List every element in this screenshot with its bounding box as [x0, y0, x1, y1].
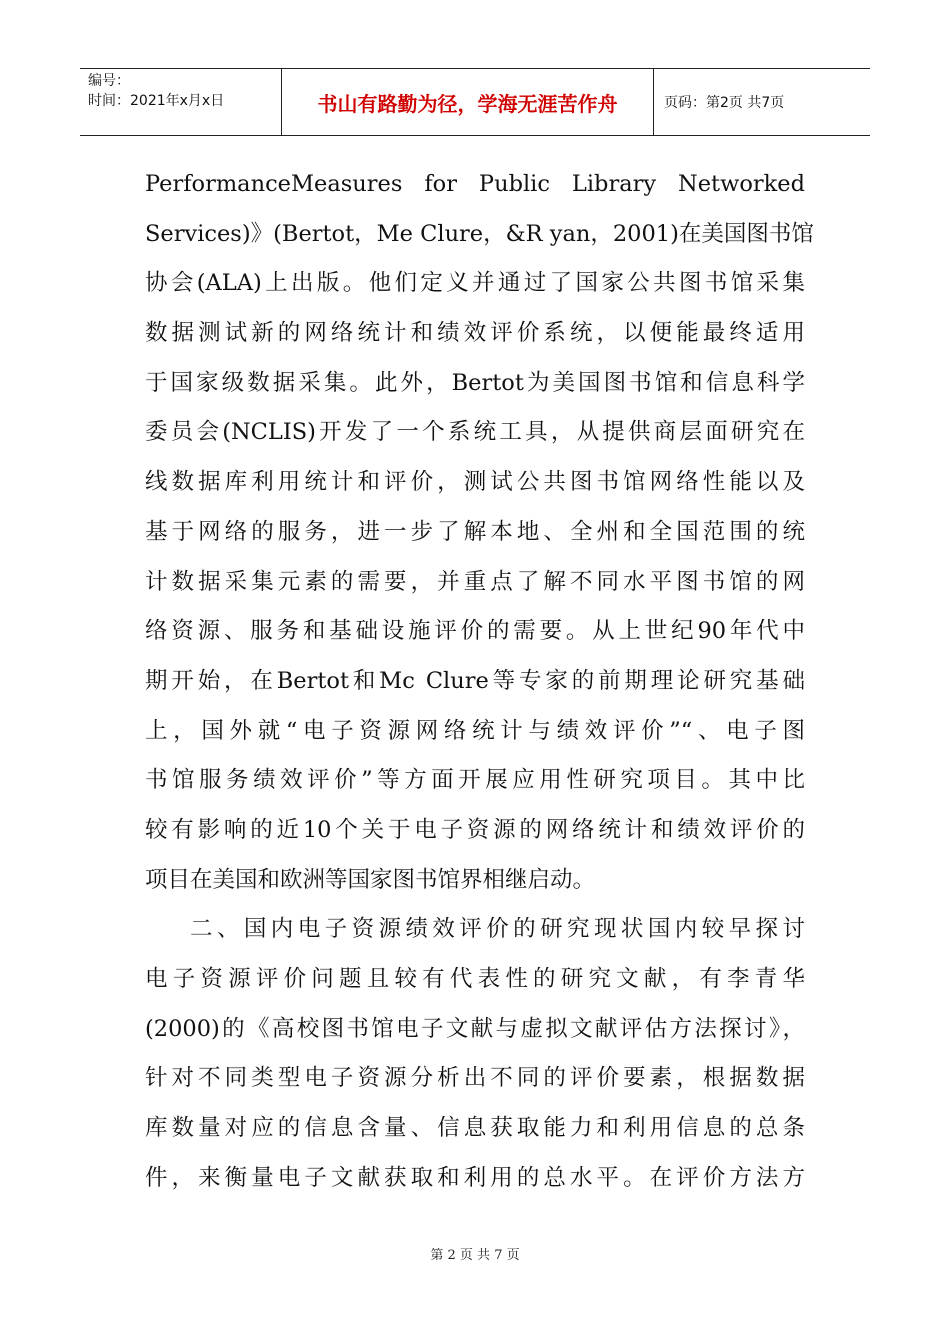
- body-line: (2000)的《高校图书馆电子文献与虚拟文献评估方法探讨》，: [145, 1015, 805, 1042]
- section-heading-line: 二、国内电子资源绩效评价的研究现状国内较早探讨: [190, 916, 805, 943]
- header-meta: [80, 69, 282, 135]
- body-line: 针对不同类型电子资源分析出不同的评价要素，根据数据: [145, 1065, 805, 1092]
- body-line: 上，国外就“电子资源网络统计与绩效评价”“、电子图: [145, 717, 805, 744]
- motto-text: 书山有路勤为径，学海无涯苦作舟: [317, 91, 618, 116]
- page-header: [80, 68, 870, 136]
- body-line: 项目在美国和欧洲等国家图书馆界相继启动。: [145, 866, 596, 893]
- body-line: 期开始，在Bertot和Mc Clure等专家的前期理论研究基础: [145, 667, 805, 694]
- page-info-text: 页码：第2页 共7页: [664, 95, 785, 111]
- page-footer: [0, 1244, 950, 1263]
- body-line: 计数据采集元素的需要，并重点了解不同水平图书馆的网: [145, 568, 805, 595]
- body-line: Services)》(Bertot，Me Clure，&R yan，2001)在美国图书馆: [145, 220, 814, 247]
- body-line: 件，来衡量电子文献获取和利用的总水平。在评价方法方: [145, 1164, 805, 1191]
- body-line: 基于网络的服务，进一步了解本地、全州和全国范围的统: [145, 518, 805, 545]
- body-line: 线数据库利用统计和评价，测试公共图书馆网络性能以及: [145, 469, 805, 496]
- body-line: 库数量对应的信息含量、信息获取能力和利用信息的总条: [145, 1115, 805, 1142]
- document-body: [145, 160, 814, 1203]
- body-line: 较有影响的近10个关于电子资源的网络统计和绩效评价的: [145, 816, 805, 843]
- document-number-label: 编号：: [88, 73, 130, 89]
- body-line: 络资源、服务和基础设施评价的需要。从上世纪90年代中: [145, 618, 805, 645]
- body-line: 委员会(NCLIS)开发了一个系统工具，从提供商层面研究在: [145, 419, 805, 446]
- document-time-label: 时间：2021年x月x日: [88, 93, 225, 109]
- footer-page-number: 第 2 页 共 7 页: [430, 1248, 520, 1263]
- body-line: 于国家级数据采集。此外，Bertot为美国图书馆和信息科学: [145, 369, 805, 396]
- header-motto: [282, 69, 654, 135]
- body-line: 协会(ALA)上出版。他们定义并通过了国家公共图书馆采集: [145, 270, 805, 297]
- body-line: PerformanceMeasures for Public Library Networked: [145, 171, 805, 197]
- header-page-info: [654, 69, 870, 135]
- body-line: 电子资源评价问题且较有代表性的研究文献，有李青华: [145, 966, 805, 992]
- body-line: 数据测试新的网络统计和绩效评价系统，以便能最终适用: [145, 320, 805, 347]
- body-line: 书馆服务绩效评价”等方面开展应用性研究项目。其中比: [145, 767, 805, 794]
